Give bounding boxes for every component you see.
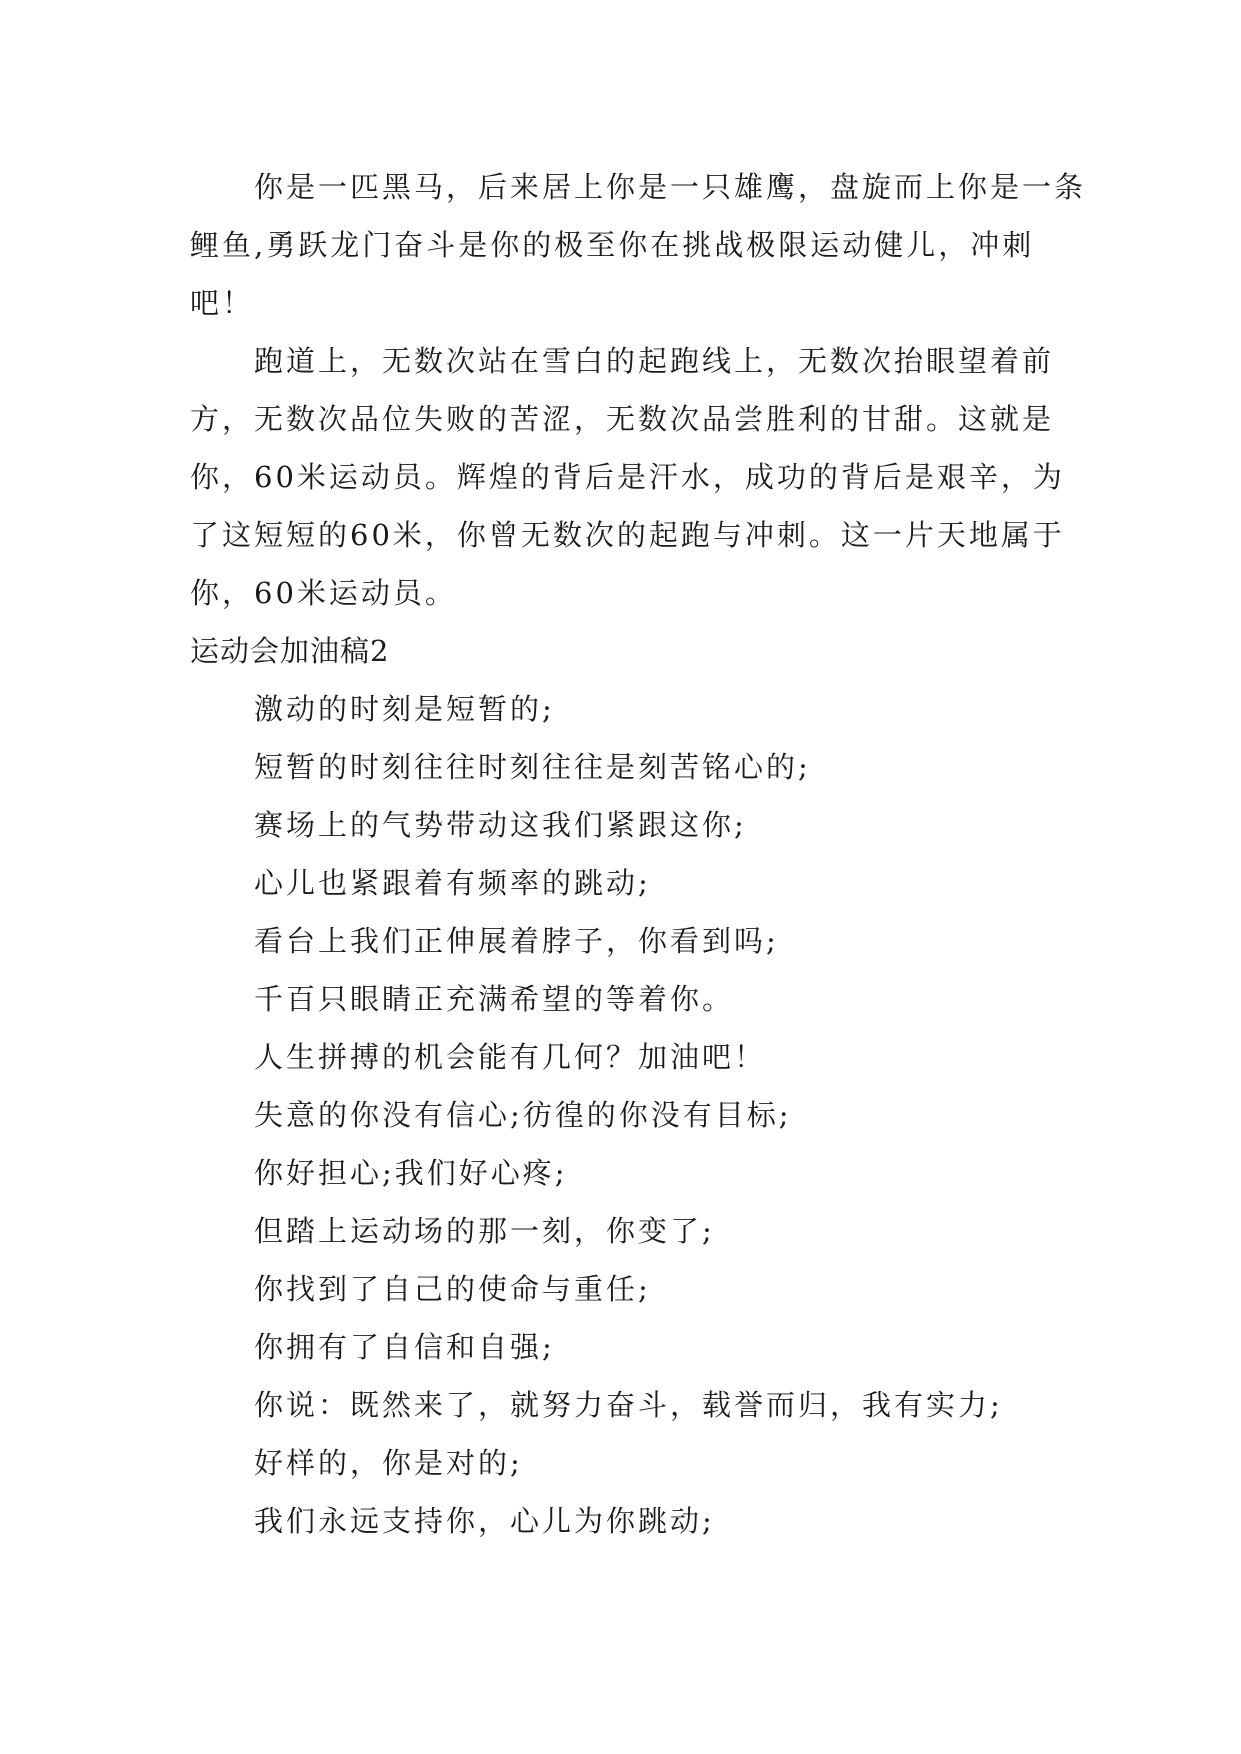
poem-line: 人生拼搏的机会能有几何？加油吧！	[254, 1040, 767, 1074]
poem-line: 赛场上的气势带动这我们紧跟这你;	[254, 808, 747, 842]
paragraph-runway: 跑道上，无数次站在雪白的起跑线上，无数次抬眼望着前方，无数次品位失败的苦涩，无数次品尝胜利的甘甜。这就是你，60米运动员。辉煌的背后是汗水，成功的背后是艰辛，为了这短短的60米，你曾无数次的起跑与冲刺。这一片天地属于你，60米运动员。	[190, 344, 1065, 610]
poem-line: 激动的时刻是短暂的;	[254, 692, 555, 726]
poem-line: 看台上我们正伸展着脖子，你看到吗;	[254, 924, 779, 958]
paragraph-black-horse: 你是一匹黑马，后来居上你是一只雄鹰，盘旋而上你是一条鲤鱼,勇跃龙门奋斗是你的极至你在挑战极限运动健儿，冲刺吧！	[190, 170, 1087, 320]
poem-line: 我们永远支持你，心儿为你跳动;	[254, 1504, 715, 1538]
poem-line: 你找到了自己的使命与重任;	[254, 1272, 651, 1306]
poem-line: 好样的，你是对的;	[254, 1446, 523, 1480]
poem-line: 千百只眼睛正充满希望的等着你。	[254, 982, 735, 1016]
poem-line: 失意的你没有信心;彷徨的你没有目标;	[254, 1098, 792, 1132]
section-title: 运动会加油稿2	[190, 634, 390, 668]
poem-line: 你好担心;我们好心疼;	[254, 1156, 568, 1190]
poem-line: 你拥有了自信和自强;	[254, 1330, 555, 1364]
poem-line: 心儿也紧跟着有频率的跳动;	[254, 866, 651, 900]
document-body	[190, 158, 1090, 1550]
poem-line: 你说：既然来了，就努力奋斗，载誉而归，我有实力;	[254, 1388, 1003, 1422]
poem-line: 但踏上运动场的那一刻，你变了;	[254, 1214, 715, 1248]
poem-line: 短暂的时刻往往时刻往往是刻苦铭心的;	[254, 750, 811, 784]
